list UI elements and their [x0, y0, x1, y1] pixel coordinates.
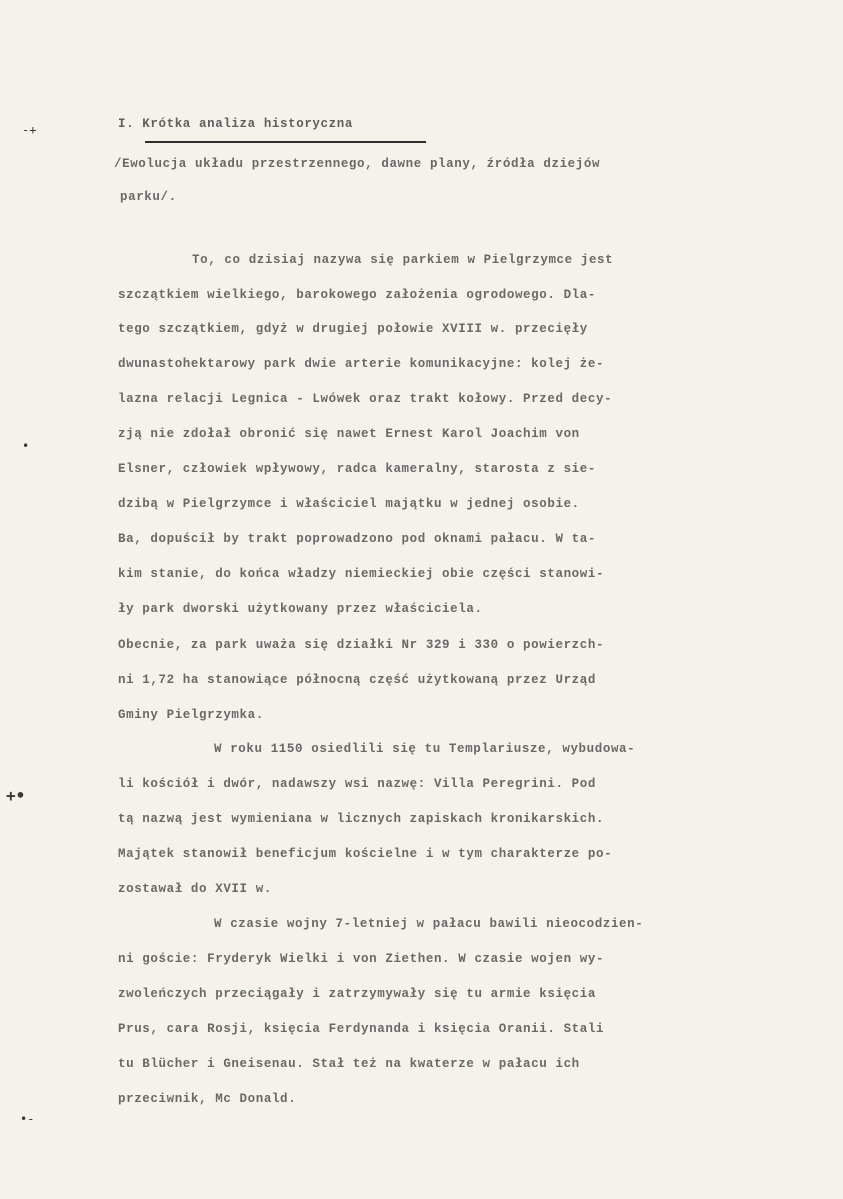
body-line: dwunastohektarowy park dwie arterie komunikacyjne: kolej że- [118, 357, 605, 371]
body-line: Majątek stanowił beneficjum kościelne i w tym charakterze po- [118, 847, 613, 861]
body-line: kim stanie, do końca władzy niemieckiej obie części stanowi- [118, 567, 605, 581]
body-line: dzibą w Pielgrzymce i właściciel majątku w jednej osobie. [118, 497, 580, 511]
body-line: lazna relacji Legnica - Lwówek oraz trakt kołowy. Przed decy- [118, 392, 613, 406]
body-line: Elsner, człowiek wpływowy, radca kameralny, starosta z sie- [118, 462, 596, 476]
margin-mark-1: -+ [22, 123, 37, 137]
section-heading: I. Krótka analiza historyczna [118, 117, 353, 131]
body-line: zją nie zdołał obronić się nawet Ernest Karol Joachim von [118, 427, 580, 441]
body-line: ni 1,72 ha stanowiące północną część użytkowaną przez Urząd [118, 673, 596, 687]
body-line: szczątkiem wielkiego, barokowego założenia ogrodowego. Dla- [118, 288, 596, 302]
heading-subtitle-line: parku/. [120, 190, 177, 204]
margin-mark-4: •- [20, 1112, 35, 1126]
body-line: przeciwnik, Mc Donald. [118, 1092, 297, 1106]
body-line: To, co dzisiaj nazywa się parkiem w Pielgrzymce jest [192, 253, 614, 267]
body-line: ni goście: Fryderyk Wielki i von Ziethen. W czasie wojen wy- [118, 952, 605, 966]
margin-mark-2: • [22, 439, 30, 453]
body-line: Ba, dopuścił by trakt poprowadzono pod oknami pałacu. W ta- [118, 532, 596, 546]
body-line: Gminy Pielgrzymka. [118, 708, 264, 722]
body-line: tego szczątkiem, gdyż w drugiej połowie XVIII w. przecięły [118, 322, 588, 336]
body-line: Prus, cara Rosji, księcia Ferdynanda i księcia Oranii. Stali [118, 1022, 605, 1036]
body-line: Obecnie, za park uważa się działki Nr 329 i 330 o powierzch- [118, 638, 605, 652]
body-line: zwoleńczych przeciągały i zatrzymywały się tu armie księcia [118, 987, 596, 1001]
body-line: ły park dworski użytkowany przez właściciela. [118, 602, 483, 616]
heading-subtitle-line: /Ewolucja układu przestrzennego, dawne plany, źródła dziejów [114, 157, 601, 171]
heading-underline [145, 141, 426, 143]
body-line: W roku 1150 osiedlili się tu Templariusze, wybudowa- [214, 742, 636, 756]
body-line: tu Blücher i Gneisenau. Stał też na kwaterze w pałacu ich [118, 1057, 580, 1071]
body-line: tą nazwą jest wymieniana w licznych zapiskach kronikarskich. [118, 812, 605, 826]
body-line: W czasie wojny 7-letniej w pałacu bawili nieocodzien- [214, 917, 644, 931]
body-line: li kościół i dwór, nadawszy wsi nazwę: Villa Peregrini. Pod [118, 777, 596, 791]
margin-mark-3: +• [6, 786, 26, 805]
body-line: zostawał do XVII w. [118, 882, 272, 896]
